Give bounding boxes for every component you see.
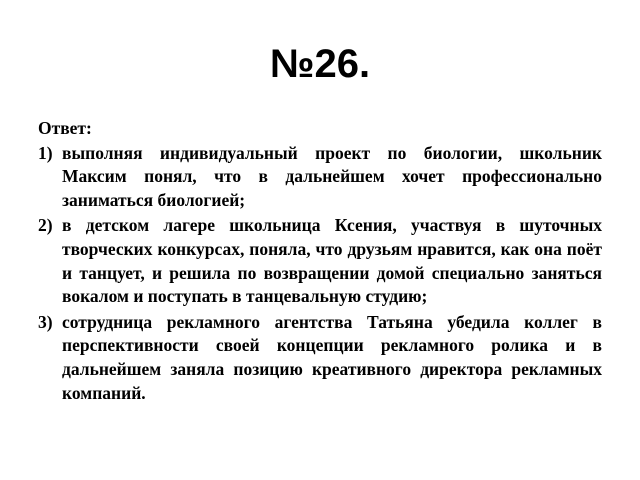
answer-item-number: 1) — [38, 142, 53, 163]
answer-item-text: в детском лагере школьница Ксения, участвуя в шуточных творческих конкурсах, поняла, что друзьям нравится, как она поёт и танцует, и решила по возвращении домой специально заняться вокалом и поступать в танцевальную студию; — [62, 215, 602, 307]
answer-item-number: 2) — [38, 215, 53, 236]
answer-item-2 — [38, 214, 602, 308]
slide-title: №26. — [269, 42, 371, 86]
answer-label: Ответ: — [38, 118, 92, 138]
answer-list — [38, 142, 602, 406]
answer-item-text: выполняя индивидуальный проект по биологии, школьник Максим понял, что в дальнейшем хочет профессионально заниматься биологией; — [62, 142, 602, 210]
slide-content — [38, 117, 602, 407]
answer-item-number: 3) — [38, 311, 53, 332]
answer-item-1 — [38, 142, 602, 213]
answer-item-text: сотрудница рекламного агентства Татьяна убедила коллег в перспективности своей концепции рекламного ролика и в дальнейшем заняла позицию креативного директора рекламных компаний. — [62, 311, 602, 403]
answer-item-3 — [38, 311, 602, 405]
